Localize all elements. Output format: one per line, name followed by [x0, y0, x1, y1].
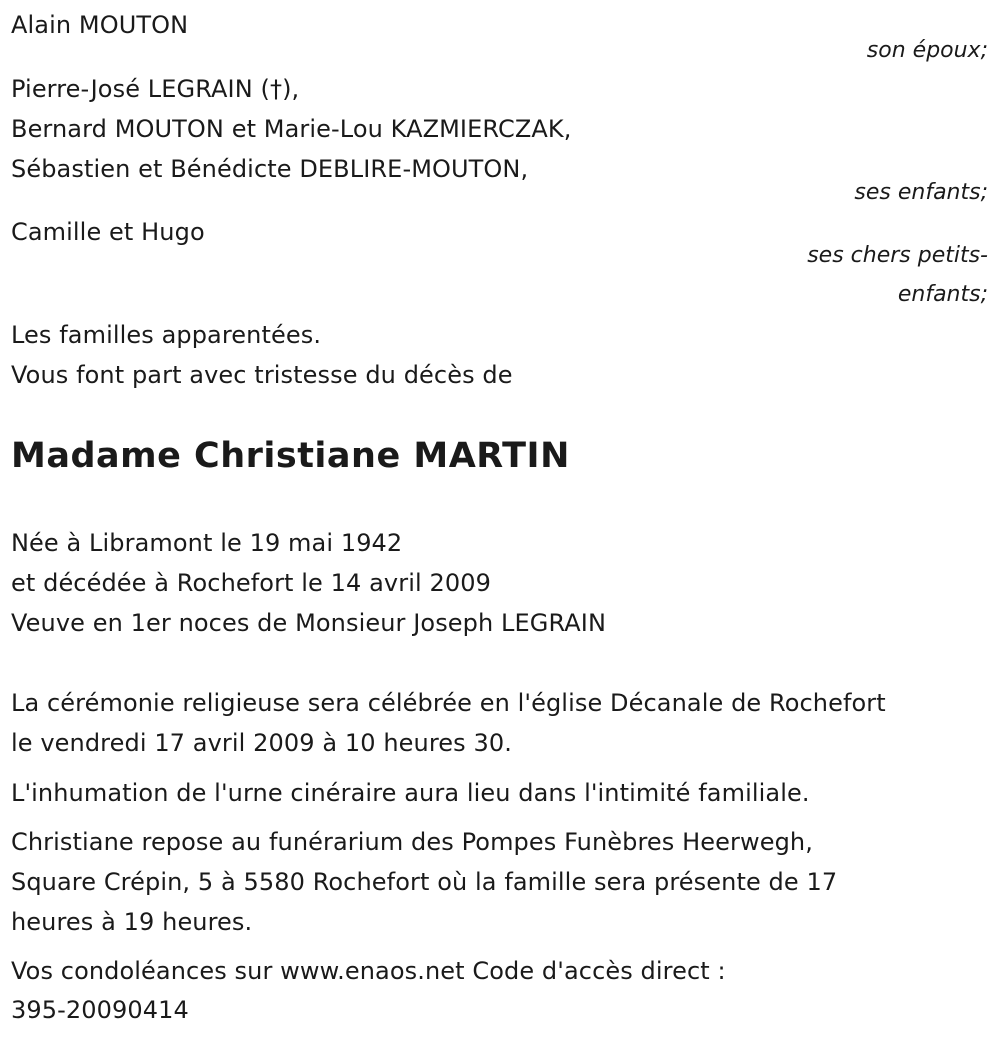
grandchildren-names: Camille et Hugo [11, 218, 205, 246]
condolences-code: 395-20090414 [11, 996, 189, 1024]
deceased-name: Madame Christiane MARTIN [11, 436, 570, 476]
relatives-line: Les familles apparentées. [11, 321, 322, 349]
child-line-2: Bernard MOUTON et Marie-Lou KAZMIERCZAK, [11, 115, 572, 143]
child-line-3: Sébastien et Bénédicte DEBLIRE-MOUTON, [11, 155, 529, 183]
funeral-home-line-2: Square Crépin, 5 à 5580 Rochefort où la famille sera présente de 17 [11, 868, 838, 896]
husband-name: Alain MOUTON [11, 11, 189, 39]
funeral-home-line-3: heures à 19 heures. [11, 908, 253, 936]
ceremony-line-2: le vendredi 17 avril 2009 à 10 heures 30. [11, 729, 512, 757]
announcement-line: Vous font part avec tristesse du décès de [11, 361, 513, 389]
condolences-line-1: Vos condoléances sur www.enaos.net Code d'accès direct : [11, 957, 726, 985]
widow-line: Veuve en 1er noces de Monsieur Joseph LEGRAIN [11, 609, 607, 637]
burial-line: L'inhumation de l'urne cinéraire aura lieu dans l'intimité familiale. [11, 779, 810, 807]
funeral-home-line-1: Christiane repose au funérarium des Pompes Funèbres Heerwegh, [11, 828, 813, 856]
grandchildren-role-line-1: ses chers petits- [807, 243, 988, 268]
children-role: ses enfants; [854, 180, 988, 205]
grandchildren-role-line-2: enfants; [897, 282, 988, 307]
birth-line: Née à Libramont le 19 mai 1942 [11, 529, 403, 557]
death-line: et décédée à Rochefort le 14 avril 2009 [11, 569, 491, 597]
ceremony-line-1: La cérémonie religieuse sera célébrée en l'église Décanale de Rochefort [11, 689, 886, 717]
husband-role: son époux; [866, 38, 988, 63]
child-line-1: Pierre-José LEGRAIN (†), [11, 75, 300, 103]
